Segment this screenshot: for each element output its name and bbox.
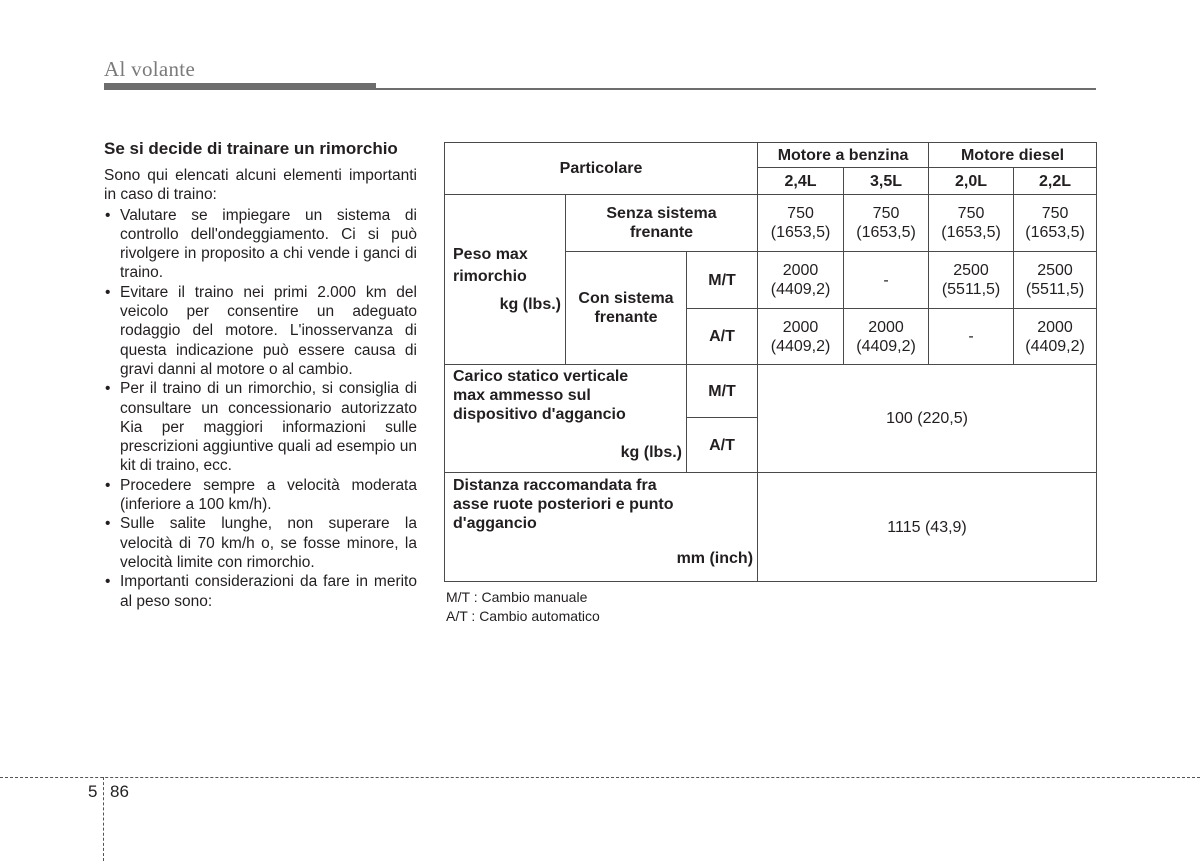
header-engine-2-2l: 2,2L <box>1014 168 1097 195</box>
page-number: 86 <box>110 782 129 801</box>
footer-vertical-rule <box>103 777 104 861</box>
table-cell <box>758 252 844 309</box>
header-engine-2-0l: 2,0L <box>929 168 1014 195</box>
table-cell <box>1014 195 1097 252</box>
cell-value: 750 <box>872 205 900 222</box>
table-cell <box>844 252 929 309</box>
cell-value-lbs: (1653,5) <box>941 224 1001 241</box>
table-cell <box>758 309 844 365</box>
list-item-text: Sulle salite lunghe, non superare la velocità di 70 km/h o, se fosse minore, la velocità limite con rimorchio. <box>120 515 417 571</box>
distanza-value: 1115 (43,9) <box>758 473 1097 582</box>
carico-value: 100 (220,5) <box>758 365 1097 473</box>
chapter-number: 5 <box>88 782 98 801</box>
mt-label: M/T <box>687 365 758 418</box>
header-engine-2-4l: 2,4L <box>758 168 844 195</box>
list-item <box>104 572 417 611</box>
carico-unit: kg (lbs.) <box>620 444 682 461</box>
carico-label-line1: Carico statico verticale <box>453 368 629 385</box>
cell-value-lbs: (1653,5) <box>770 224 831 241</box>
distanza-label-line1: Distanza raccomandata fra <box>453 477 657 494</box>
list-item-text: Valutare se impiegare un sistema di controllo dell'ondeggiamento. Ci si può rivolgere in proposito a chi vende i ganci di traino. <box>120 206 417 282</box>
list-item-text: Procedere sempre a velocità moderata (inferiore a 100 km/h). <box>120 476 417 514</box>
table-cell <box>1014 309 1097 365</box>
cell-value: 2500 <box>953 262 989 279</box>
bullet-list <box>104 206 417 611</box>
cell-value: 2000 <box>782 318 819 336</box>
table-cell <box>929 252 1014 309</box>
header-engine-3-5l: 3,5L <box>844 168 929 195</box>
at-label: A/T <box>687 418 758 473</box>
cell-value: 2000 <box>782 262 819 279</box>
bullet-icon: • <box>105 476 111 494</box>
mt-label: M/T <box>687 252 758 309</box>
cell-value: 2000 <box>868 318 904 336</box>
con-label-line2: frenante <box>594 309 658 326</box>
cell-value: - <box>883 271 889 289</box>
cell-value-lbs: (4409,2) <box>770 337 831 355</box>
con-sistema-label <box>566 252 687 365</box>
cell-value-lbs: (4409,2) <box>1025 337 1085 355</box>
list-item-text: Evitare il traino nei primi 2.000 km del veicolo per consentire un adeguato rodaggio del motore. L'inosservanza di questa indicazione può essere causa di gravi danni al motore o al cambio. <box>120 283 417 378</box>
cell-value-lbs: (1653,5) <box>856 224 916 241</box>
distanza-unit: mm (inch) <box>676 550 754 567</box>
distanza-label <box>445 473 758 582</box>
table-row <box>445 195 1097 252</box>
table-cell <box>929 309 1014 365</box>
cell-value: 750 <box>1041 205 1069 222</box>
bullet-icon: • <box>105 573 111 591</box>
table-cell <box>844 309 929 365</box>
table-cell <box>929 195 1014 252</box>
towing-text-column <box>104 139 417 611</box>
header-particolare: Particolare <box>445 143 758 195</box>
list-item-text: Per il traino di un rimorchio, si consiglia di consultare un concessionario autorizzato Kia per maggiori informazioni sulle prescrizioni aggiuntive quali ad esempio un kit di traino, ecc. <box>120 380 417 475</box>
cell-value-lbs: (1653,5) <box>1025 224 1085 241</box>
distanza-label-line3: d'aggancio <box>453 515 537 532</box>
section-heading: Se si decide di trainare un rimorchio <box>104 139 398 158</box>
header-rule-thin <box>104 88 1096 90</box>
list-item <box>104 476 417 515</box>
peso-max-label <box>445 195 566 365</box>
cell-value-lbs: (5511,5) <box>1025 281 1085 298</box>
carico-label-line3: dispositivo d'aggancio <box>453 406 626 423</box>
cell-value: - <box>968 328 974 345</box>
con-label-line1: Con sistema <box>578 290 674 307</box>
senza-sistema-label <box>566 195 758 252</box>
footer-dashed-rule <box>0 777 1200 778</box>
list-item <box>104 206 417 283</box>
list-item <box>104 514 417 572</box>
list-item <box>104 283 417 379</box>
table-notes <box>446 588 600 626</box>
peso-max-label-line2: rimorchio <box>453 267 527 285</box>
header-diesel-engine: Motore diesel <box>929 143 1097 168</box>
page-header-title: Al volante <box>104 57 196 81</box>
bullet-icon: • <box>105 283 111 301</box>
peso-max-unit: kg (lbs.) <box>499 295 561 313</box>
list-item-text: Importanti considerazioni da fare in merito al peso sono: <box>120 573 417 610</box>
list-item <box>104 379 417 475</box>
senza-label-line2: frenante <box>629 224 694 241</box>
senza-label-line1: Senza sistema <box>606 205 717 222</box>
cell-value: 2000 <box>1037 318 1073 336</box>
bullet-icon: • <box>105 380 111 398</box>
intro-paragraph: Sono qui elencati alcuni elementi importanti in caso di traino: <box>104 167 417 204</box>
cell-value-lbs: (5511,5) <box>941 281 1001 298</box>
table-cell <box>844 195 929 252</box>
peso-max-label-line1: Peso max <box>453 245 528 263</box>
table-row <box>445 365 1097 418</box>
carico-label-line2: max ammesso sul <box>453 387 591 404</box>
cell-value: 2500 <box>1037 262 1073 279</box>
cell-value-lbs: (4409,2) <box>856 337 916 355</box>
table-cell <box>758 195 844 252</box>
cell-value: 750 <box>957 205 985 222</box>
bullet-icon: • <box>105 515 111 533</box>
table-row <box>445 473 1097 582</box>
carico-statico-label <box>445 365 687 473</box>
table-cell <box>1014 252 1097 309</box>
note-mt: M/T : Cambio manuale <box>446 589 588 605</box>
distanza-label-line2: asse ruote posteriori e punto <box>453 496 674 513</box>
bullet-icon: • <box>105 206 111 224</box>
at-label: A/T <box>687 309 758 365</box>
towing-spec-table <box>444 142 1097 582</box>
note-at: A/T : Cambio automatico <box>446 608 600 624</box>
cell-value-lbs: (4409,2) <box>770 281 831 298</box>
cell-value: 750 <box>787 205 814 222</box>
header-petrol-engine: Motore a benzina <box>758 143 929 168</box>
table-row <box>445 143 1097 168</box>
